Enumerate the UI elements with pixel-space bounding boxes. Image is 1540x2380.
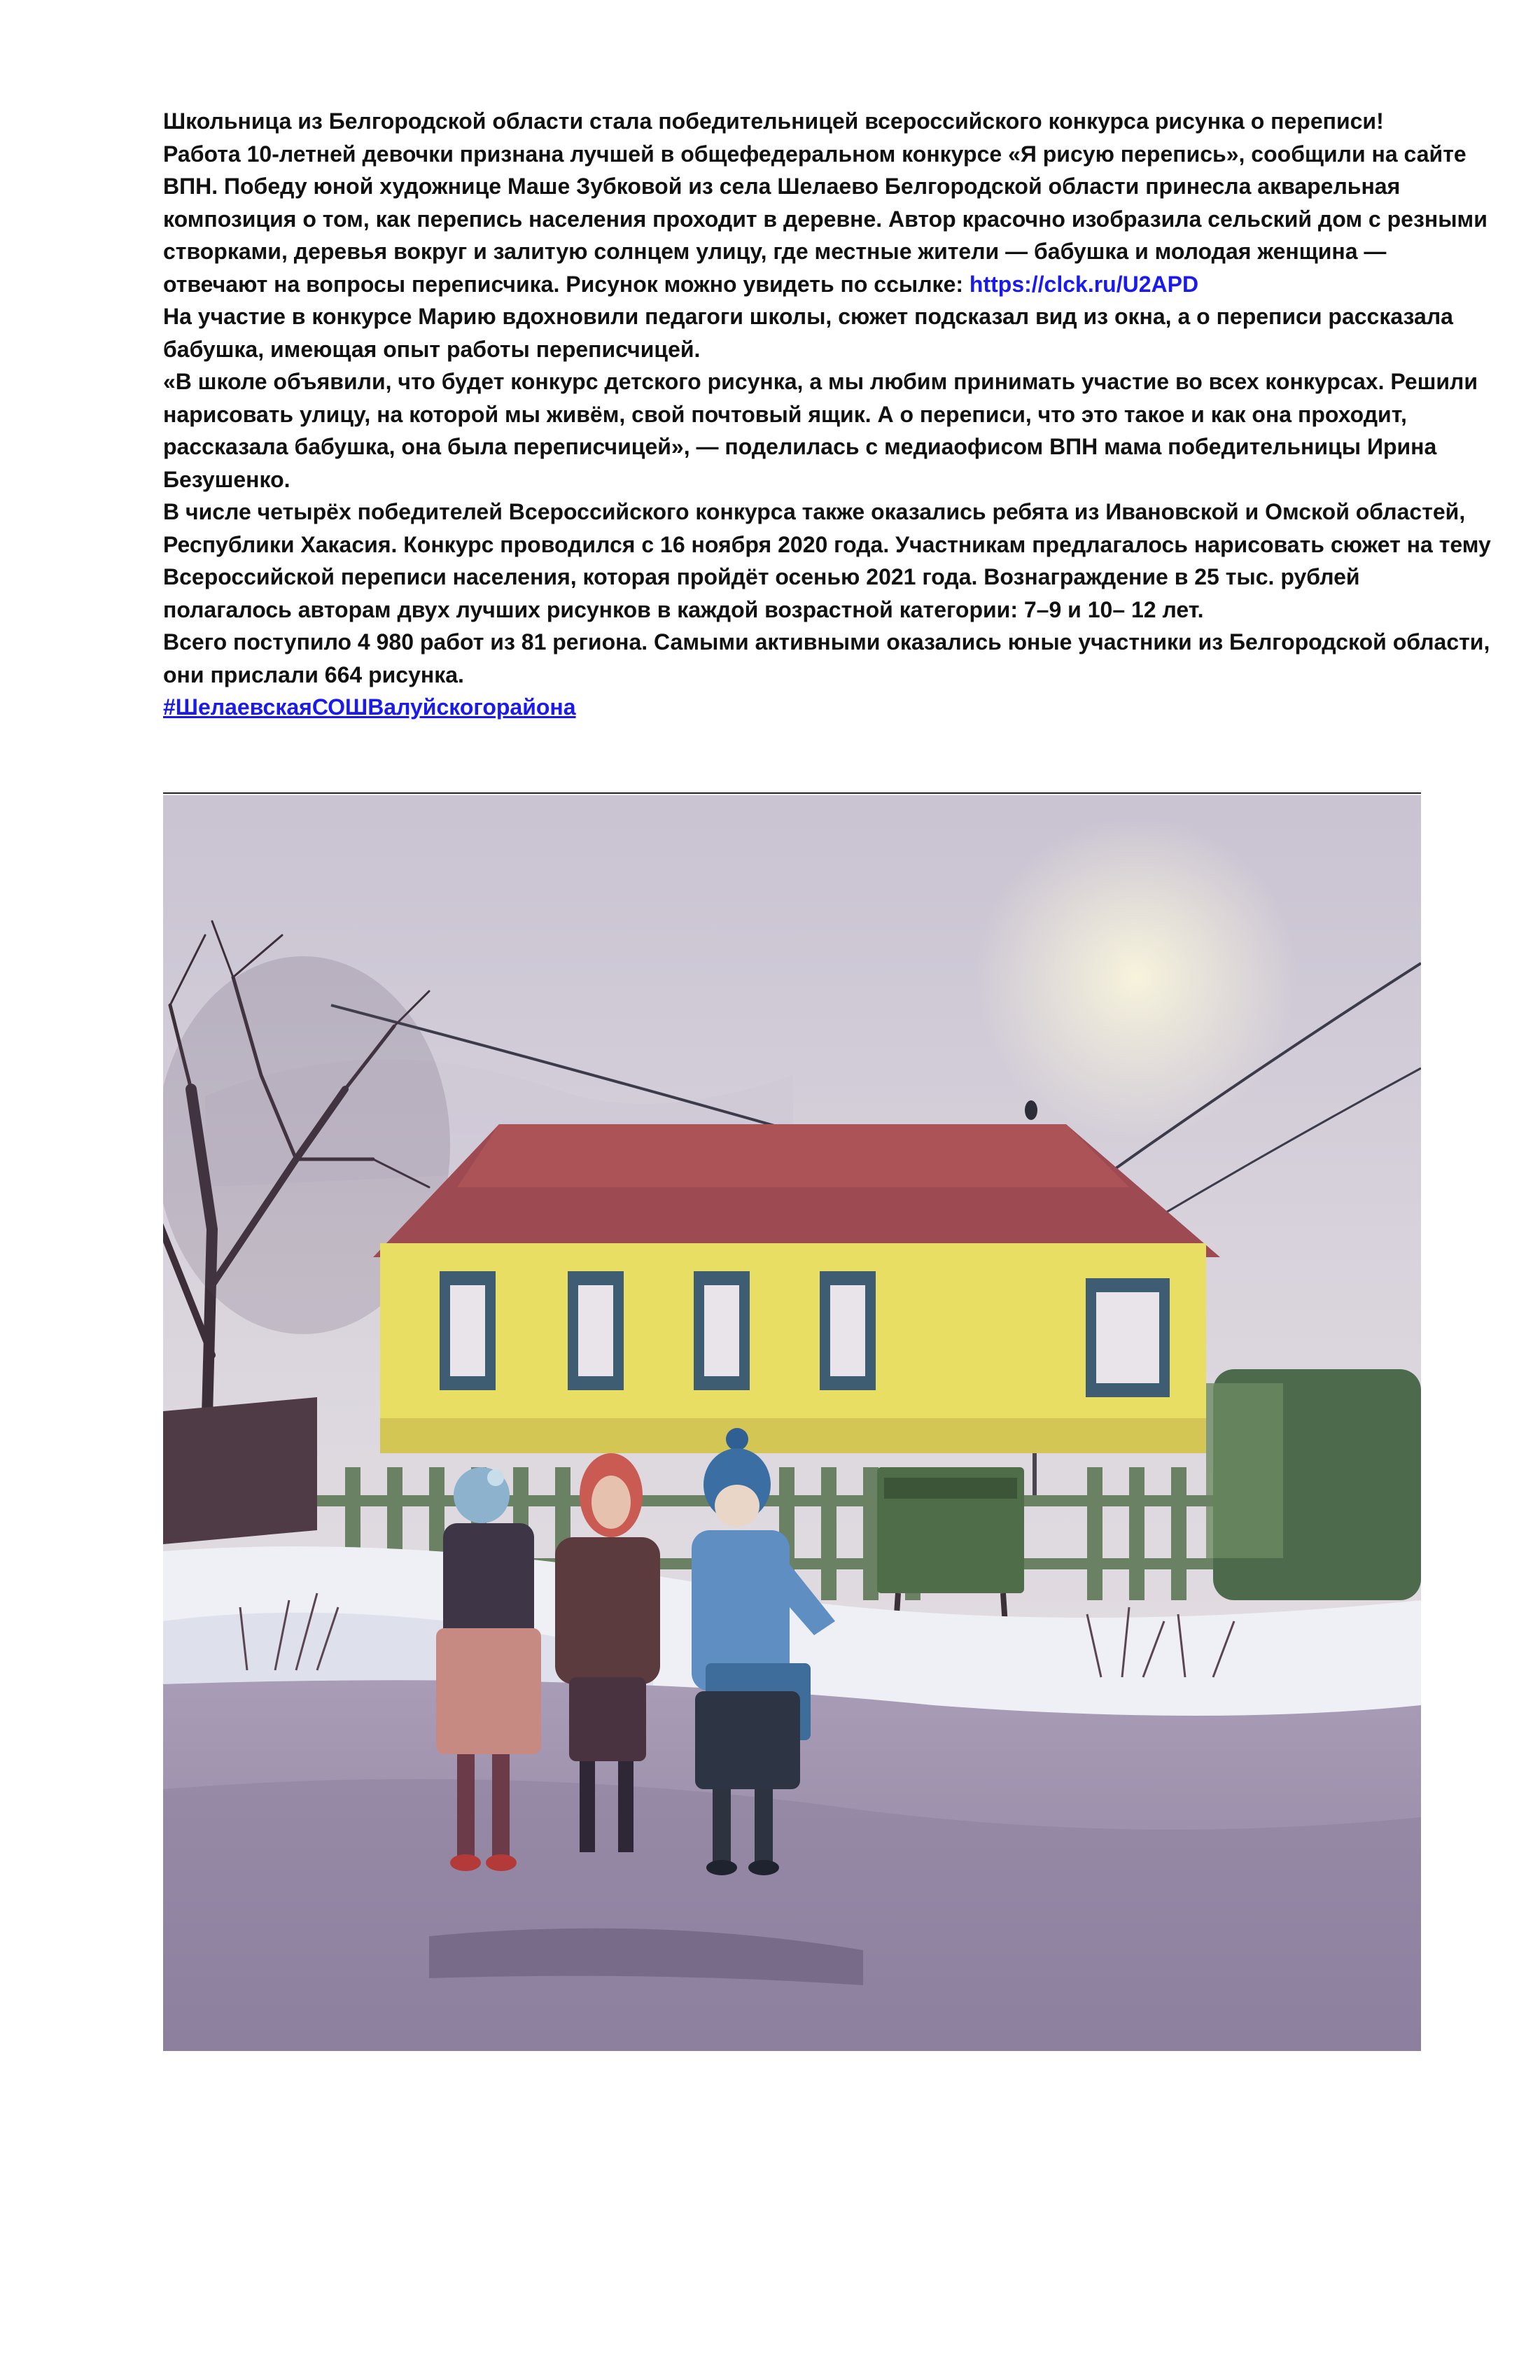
article-paragraph: Всего поступило 4 980 работ из 81 региона. Самыми активными оказались юные участники из Белгородской области, они прислали 664 рисунка.	[163, 629, 1490, 687]
watercolor-painting	[163, 795, 1421, 2051]
yellow-house	[373, 1124, 1220, 1453]
shed	[1206, 1383, 1283, 1558]
article-headline: Школьница из Белгородской области стала победительницей всероссийского конкурса рисунка о переписи!	[163, 108, 1384, 134]
source-link[interactable]: https://clck.ru/U2APD	[969, 271, 1199, 297]
quote-paragraph: «В школе объявили, что будет конкурс детского рисунка, а мы любим принимать участие во всех конкурсах. Решили нарисовать улицу, на которой мы живём, свой почтовый ящик. А о переписи, что это такое и как она проходит, рассказала бабушка, она была переписчицей», — поделилась с медиаофисом ВПН мама победительницы Ирина Безушенко.	[163, 369, 1478, 492]
paragraph-text: Работа 10-летней девочки признана лучшей в общефедеральном конкурсе «Я рисую перепись», сообщили на сайте ВПН. Победу юной художнице Маше Зубковой из села Шелаево Белгородской области принесла акварельная композиция о том, как перепись населения проходит в деревне. Автор красочно изобразила сельский дом с резными створками, деревья вокруг и залитую солнцем улицу, где местные жители — бабушка и молодая женщина — отвечают на вопросы переписчика. Рисунок можно увидеть по ссылке:	[163, 141, 1488, 297]
sun	[975, 816, 1297, 1138]
article-paragraph: На участие в конкурсе Марию вдохновили педагоги школы, сюжет подсказал вид из окна, а о переписи рассказала бабушка, имеющая опыт работы переписчицей.	[163, 304, 1453, 362]
article-paragraph: В числе четырёх победителей Всероссийского конкурса также оказались ребята из Ивановской и Омской областей, Республики Хакасия. Конкурс проводился с 16 ноября 2020 года. Участникам предлагалось нарисовать сюжет на тему Всероссийской переписи населения, которая пройдёт осенью 2021 года. Вознаграждение в 25 тыс. рублей полагалось авторам двух лучших рисунков в каждой возрастной категории: 7–9 и 10– 12 лет.	[163, 499, 1491, 622]
hashtag-link[interactable]: #ШелаевскаяСОШВалуйскогорайона	[163, 694, 576, 720]
article-paragraph	[163, 138, 1493, 301]
dark-fence	[163, 1397, 317, 1544]
bird	[1025, 1100, 1037, 1120]
divider-line	[163, 792, 1421, 794]
article-text	[163, 105, 1493, 724]
